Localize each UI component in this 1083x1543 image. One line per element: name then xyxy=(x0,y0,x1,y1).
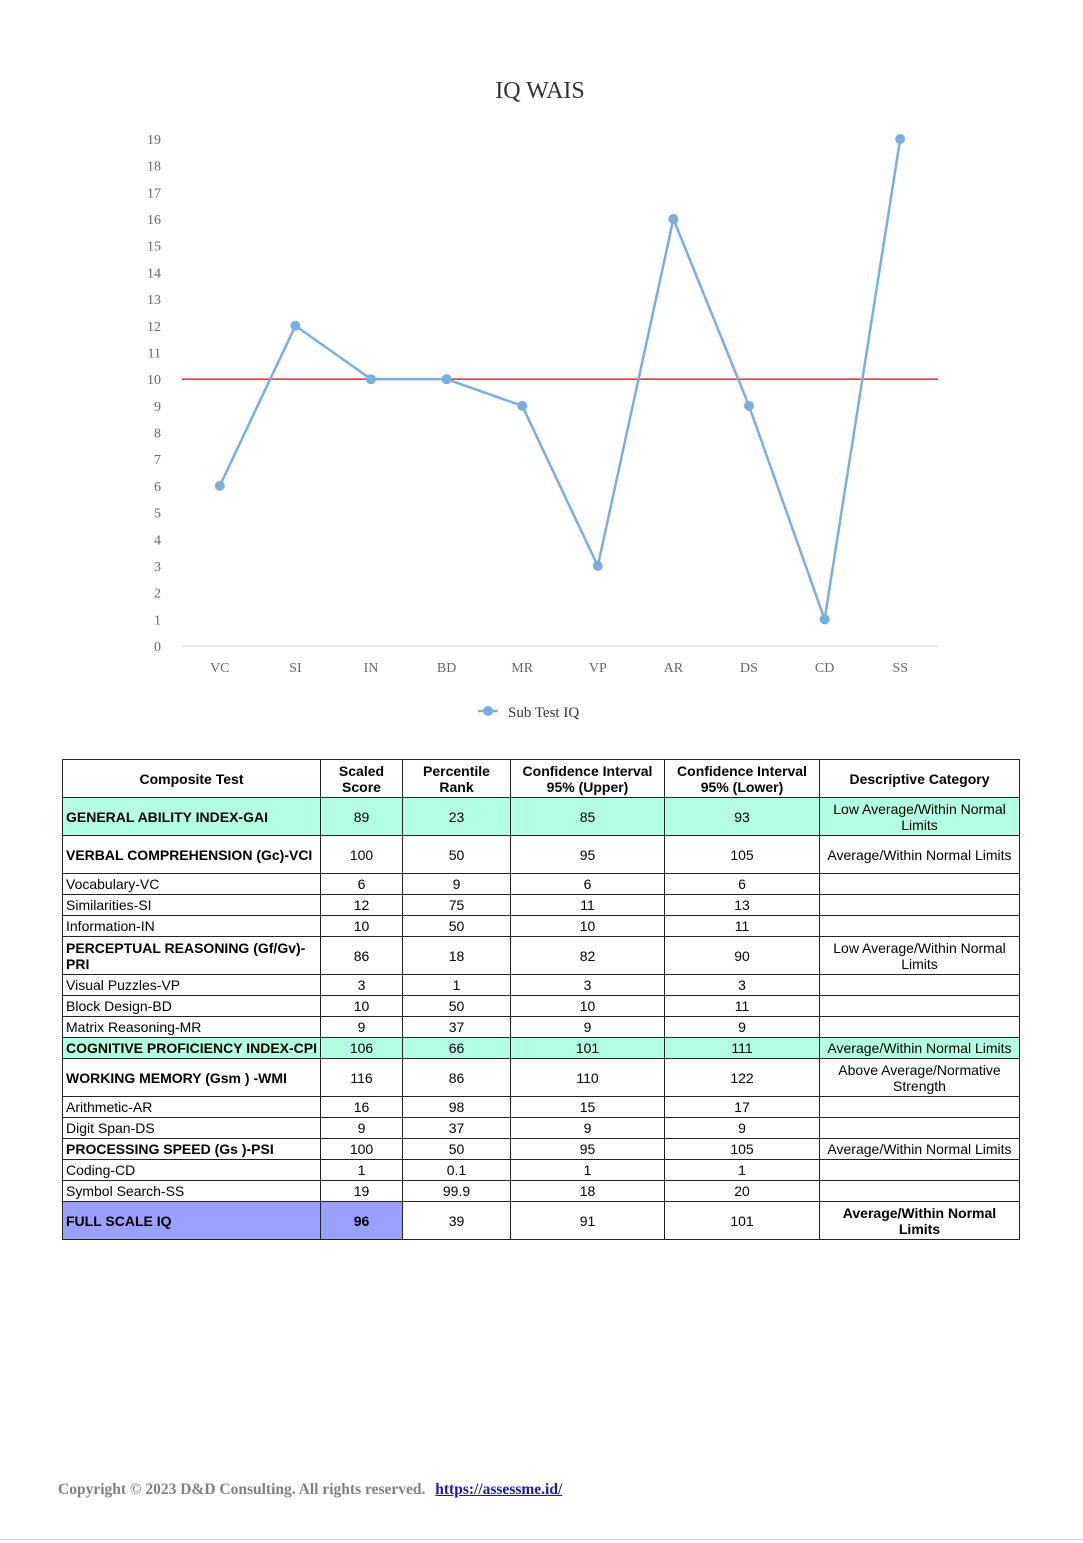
row-category: Above Average/Normative Strength xyxy=(820,1059,1020,1097)
table-row-vc xyxy=(63,874,1020,895)
row-name: PROCESSING SPEED (Gs )-PSI xyxy=(63,1139,321,1160)
row-ci-upper: 3 xyxy=(511,975,665,996)
table-row-cd xyxy=(63,1160,1020,1181)
y-tick-label: 3 xyxy=(154,559,161,575)
y-tick-label: 15 xyxy=(147,239,161,255)
data-point-vc xyxy=(215,481,225,491)
row-ci-upper: 91 xyxy=(511,1202,665,1240)
legend-label: Sub Test IQ xyxy=(508,705,580,721)
row-ci-upper: 82 xyxy=(511,937,665,975)
y-tick-label: 5 xyxy=(154,506,161,522)
row-ci-lower: 111 xyxy=(665,1038,820,1059)
row-scaled: 10 xyxy=(321,996,403,1017)
row-category: Low Average/Within Normal Limits xyxy=(820,798,1020,836)
row-category xyxy=(820,1160,1020,1181)
row-category: Low Average/Within Normal Limits xyxy=(820,937,1020,975)
y-tick-label: 19 xyxy=(147,133,161,148)
row-scaled: 100 xyxy=(321,836,403,874)
row-scaled: 96 xyxy=(321,1202,403,1240)
row-name: Block Design-BD xyxy=(63,996,321,1017)
row-percentile: 98 xyxy=(403,1097,511,1118)
row-ci-lower: 9 xyxy=(665,1017,820,1038)
y-tick-label: 13 xyxy=(147,293,161,309)
row-percentile: 0.1 xyxy=(403,1160,511,1181)
website-link[interactable]: https://assessme.id/ xyxy=(435,1481,563,1498)
table-header-row xyxy=(63,760,1020,798)
row-name: Symbol Search-SS xyxy=(63,1181,321,1202)
header-descriptive-category: Descriptive Category xyxy=(820,760,1020,798)
row-percentile: 75 xyxy=(403,895,511,916)
table-row-vp xyxy=(63,975,1020,996)
row-percentile: 18 xyxy=(403,937,511,975)
row-category xyxy=(820,975,1020,996)
row-ci-lower: 11 xyxy=(665,996,820,1017)
y-tick-label: 6 xyxy=(154,479,161,495)
row-ci-lower: 17 xyxy=(665,1097,820,1118)
row-scaled: 9 xyxy=(321,1017,403,1038)
row-ci-lower: 13 xyxy=(665,895,820,916)
row-ci-upper: 95 xyxy=(511,836,665,874)
row-ci-lower: 93 xyxy=(665,798,820,836)
row-ci-upper: 9 xyxy=(511,1017,665,1038)
row-ci-lower: 101 xyxy=(665,1202,820,1240)
row-percentile: 86 xyxy=(403,1059,511,1097)
row-scaled: 89 xyxy=(321,798,403,836)
row-category: Average/Within Normal Limits xyxy=(820,1139,1020,1160)
row-name: Arithmetic-AR xyxy=(63,1097,321,1118)
row-name: Digit Span-DS xyxy=(63,1118,321,1139)
table-row-bd xyxy=(63,996,1020,1017)
row-scaled: 3 xyxy=(321,975,403,996)
header-composite-test: Composite Test xyxy=(63,760,321,798)
y-tick-label: 16 xyxy=(147,213,161,229)
row-scaled: 1 xyxy=(321,1160,403,1181)
row-ci-upper: 1 xyxy=(511,1160,665,1181)
row-ci-lower: 20 xyxy=(665,1181,820,1202)
row-scaled: 12 xyxy=(321,895,403,916)
data-point-si xyxy=(290,321,300,331)
row-percentile: 1 xyxy=(403,975,511,996)
row-scaled: 106 xyxy=(321,1038,403,1059)
table-row-ss xyxy=(63,1181,1020,1202)
row-ci-lower: 9 xyxy=(665,1118,820,1139)
data-point-in xyxy=(366,374,376,384)
row-name: Information-IN xyxy=(63,916,321,937)
row-ci-lower: 122 xyxy=(665,1059,820,1097)
row-category xyxy=(820,1118,1020,1139)
row-category xyxy=(820,916,1020,937)
row-name: PERCEPTUAL REASONING (Gf/Gv)-PRI xyxy=(63,937,321,975)
row-name: VERBAL COMPREHENSION (Gc)-VCI xyxy=(63,836,321,874)
table-row-ar xyxy=(63,1097,1020,1118)
x-axis xyxy=(210,661,908,676)
x-tick-label: SI xyxy=(289,661,302,676)
row-scaled: 6 xyxy=(321,874,403,895)
copyright-text: Copyright © 2023 D&D Consulting. All rights reserved. xyxy=(58,1481,426,1498)
row-percentile: 99.9 xyxy=(403,1181,511,1202)
row-name: Coding-CD xyxy=(63,1160,321,1181)
row-category: Average/Within Normal Limits xyxy=(820,836,1020,874)
row-name: WORKING MEMORY (Gsm ) -WMI xyxy=(63,1059,321,1097)
row-ci-upper: 11 xyxy=(511,895,665,916)
row-scaled: 10 xyxy=(321,916,403,937)
table-row-pri xyxy=(63,937,1020,975)
y-tick-label: 18 xyxy=(147,159,161,175)
row-ci-upper: 10 xyxy=(511,916,665,937)
x-tick-label: SS xyxy=(892,661,908,676)
data-point-ds xyxy=(744,401,754,411)
row-percentile: 66 xyxy=(403,1038,511,1059)
x-tick-label: VC xyxy=(210,661,230,676)
row-name: GENERAL ABILITY INDEX-GAI xyxy=(63,798,321,836)
row-name: Matrix Reasoning-MR xyxy=(63,1017,321,1038)
row-category xyxy=(820,1017,1020,1038)
row-name: FULL SCALE IQ xyxy=(63,1202,321,1240)
y-tick-label: 12 xyxy=(147,319,161,335)
header-ci-lower: Confidence Interval 95% (Lower) xyxy=(665,760,820,798)
row-scaled: 19 xyxy=(321,1181,403,1202)
chart-title: IQ WAIS xyxy=(495,78,585,104)
row-scaled: 100 xyxy=(321,1139,403,1160)
row-ci-lower: 1 xyxy=(665,1160,820,1181)
data-point-bd xyxy=(442,374,452,384)
table-row-fsiq xyxy=(63,1202,1020,1240)
table-row-cpi xyxy=(63,1038,1020,1059)
row-ci-lower: 11 xyxy=(665,916,820,937)
row-percentile: 50 xyxy=(403,836,511,874)
x-tick-label: AR xyxy=(663,661,684,676)
row-scaled: 86 xyxy=(321,937,403,975)
row-name: Vocabulary-VC xyxy=(63,874,321,895)
row-percentile: 50 xyxy=(403,1139,511,1160)
row-percentile: 50 xyxy=(403,916,511,937)
table-row-wmi xyxy=(63,1059,1020,1097)
data-point-ss xyxy=(895,134,905,144)
row-ci-upper: 101 xyxy=(511,1038,665,1059)
footer xyxy=(58,1481,562,1499)
row-ci-upper: 85 xyxy=(511,798,665,836)
x-tick-label: DS xyxy=(740,661,758,676)
row-name: Visual Puzzles-VP xyxy=(63,975,321,996)
x-tick-label: BD xyxy=(436,661,457,676)
data-point-cd xyxy=(820,614,830,624)
row-ci-lower: 105 xyxy=(665,836,820,874)
row-category xyxy=(820,1181,1020,1202)
row-scaled: 16 xyxy=(321,1097,403,1118)
table-row-vci xyxy=(63,836,1020,874)
table-row-mr xyxy=(63,1017,1020,1038)
row-ci-lower: 3 xyxy=(665,975,820,996)
row-percentile: 39 xyxy=(403,1202,511,1240)
row-ci-upper: 95 xyxy=(511,1139,665,1160)
y-tick-label: 7 xyxy=(154,453,161,469)
row-ci-upper: 110 xyxy=(511,1059,665,1097)
row-scaled: 9 xyxy=(321,1118,403,1139)
page-bottom-rule xyxy=(0,1539,1083,1540)
row-ci-lower: 6 xyxy=(665,874,820,895)
row-name: COGNITIVE PROFICIENCY INDEX-CPI xyxy=(63,1038,321,1059)
y-tick-label: 4 xyxy=(154,533,161,549)
header-percentile-rank: Percentile Rank xyxy=(403,760,511,798)
table-row-psi xyxy=(63,1139,1020,1160)
iq-wais-chart xyxy=(0,0,1083,740)
y-tick-label: 10 xyxy=(147,373,161,389)
y-tick-label: 2 xyxy=(154,586,161,602)
legend xyxy=(478,705,579,721)
row-percentile: 37 xyxy=(403,1118,511,1139)
y-axis xyxy=(147,133,161,655)
table-row-gai xyxy=(63,798,1020,836)
y-tick-label: 8 xyxy=(154,426,161,442)
data-point-ar xyxy=(668,214,678,224)
y-tick-label: 0 xyxy=(154,640,161,655)
y-tick-label: 14 xyxy=(147,266,161,282)
row-ci-lower: 105 xyxy=(665,1139,820,1160)
row-ci-lower: 90 xyxy=(665,937,820,975)
row-category xyxy=(820,1097,1020,1118)
row-scaled: 116 xyxy=(321,1059,403,1097)
y-tick-label: 11 xyxy=(147,346,161,362)
row-percentile: 23 xyxy=(403,798,511,836)
legend-marker-icon xyxy=(483,706,493,716)
header-scaled-score: Scaled Score xyxy=(321,760,403,798)
row-category: Average/Within Normal Limits xyxy=(820,1038,1020,1059)
row-name: Similarities-SI xyxy=(63,895,321,916)
y-tick-label: 9 xyxy=(154,399,161,415)
row-ci-upper: 18 xyxy=(511,1181,665,1202)
table-row-ds xyxy=(63,1118,1020,1139)
row-category xyxy=(820,996,1020,1017)
row-ci-upper: 10 xyxy=(511,996,665,1017)
x-tick-label: MR xyxy=(511,661,534,676)
row-ci-upper: 9 xyxy=(511,1118,665,1139)
row-ci-upper: 6 xyxy=(511,874,665,895)
x-tick-label: CD xyxy=(814,661,835,676)
data-point-mr xyxy=(517,401,527,411)
header-ci-upper: Confidence Interval 95% (Upper) xyxy=(511,760,665,798)
row-percentile: 9 xyxy=(403,874,511,895)
row-ci-upper: 15 xyxy=(511,1097,665,1118)
row-category xyxy=(820,874,1020,895)
y-tick-label: 17 xyxy=(147,186,161,202)
row-category xyxy=(820,895,1020,916)
row-percentile: 50 xyxy=(403,996,511,1017)
row-category: Average/Within Normal Limits xyxy=(820,1202,1020,1240)
data-point-vp xyxy=(593,561,603,571)
row-percentile: 37 xyxy=(403,1017,511,1038)
x-tick-label: IN xyxy=(363,661,379,676)
composite-scores-table xyxy=(62,759,1020,1240)
table-row-si xyxy=(63,895,1020,916)
x-tick-label: VP xyxy=(588,661,607,676)
y-tick-label: 1 xyxy=(154,613,161,629)
table-row-in xyxy=(63,916,1020,937)
